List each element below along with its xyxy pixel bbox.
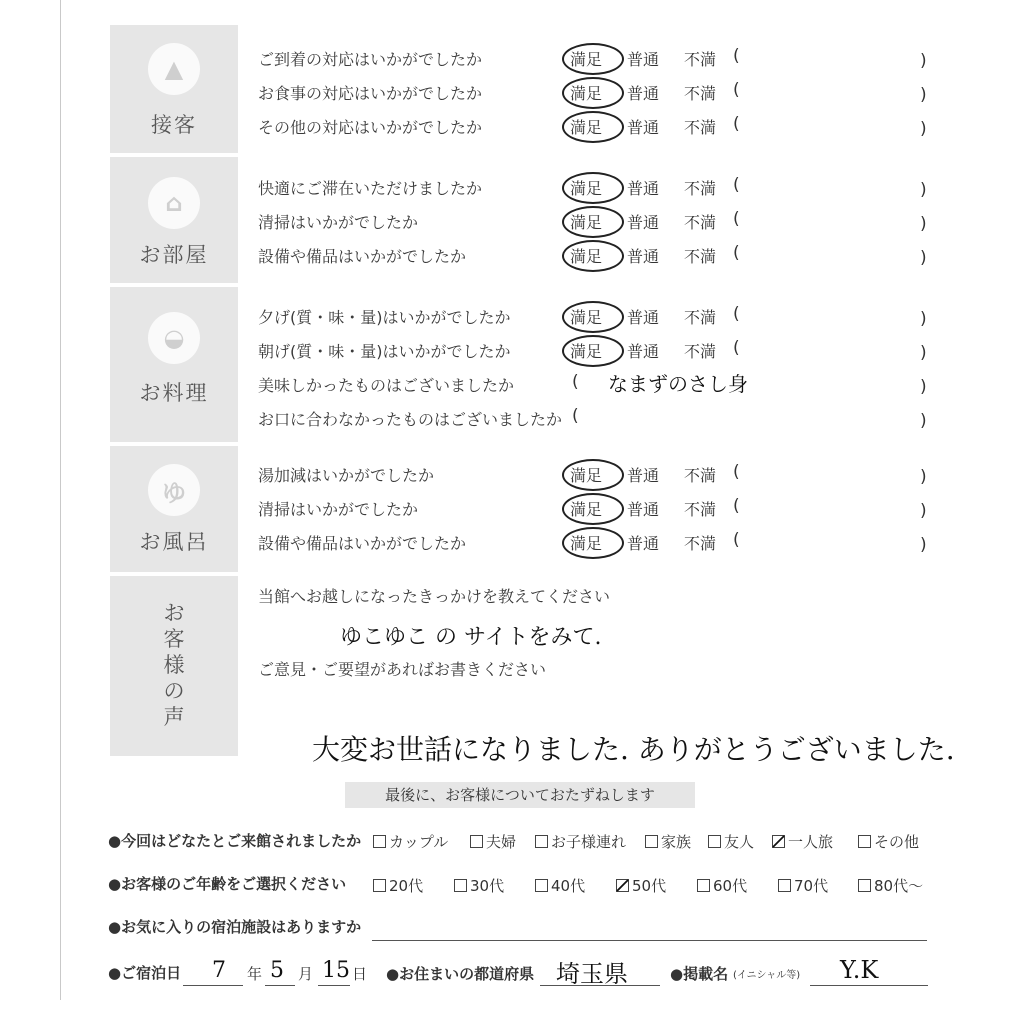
stay-year-unit: 年 xyxy=(247,965,263,983)
section-room-title: お部屋 xyxy=(139,243,209,267)
checkbox-option[interactable] xyxy=(858,831,919,852)
check-mark-icon xyxy=(772,835,785,848)
option-normal[interactable]: 普通 xyxy=(627,534,660,553)
checkbox-label: 夫婦 xyxy=(486,833,517,851)
option-normal[interactable]: 普通 xyxy=(627,247,660,266)
voice-title-char: 客 xyxy=(163,627,185,651)
checkbox-label: 80代〜 xyxy=(874,877,924,895)
voice-question-reason: 当館へお越しになったきっかけを教えてください xyxy=(258,587,611,606)
option-normal[interactable]: 普通 xyxy=(627,213,660,232)
section-voice-title xyxy=(110,600,238,730)
checkbox-option[interactable] xyxy=(858,875,923,896)
option-normal[interactable]: 普通 xyxy=(627,466,660,485)
paren-open: ( xyxy=(733,304,740,324)
question-text: 快適にご滞在いただけましたか xyxy=(258,179,483,198)
section-food-band xyxy=(110,287,238,442)
paren-close: ) xyxy=(920,309,927,329)
companion-label: ●今回はどなたとご来館されましたか xyxy=(108,832,362,850)
option-bad[interactable]: 不満 xyxy=(684,213,717,232)
paren-open: ( xyxy=(733,338,740,358)
checkbox[interactable] xyxy=(535,879,548,892)
checkbox-option[interactable] xyxy=(373,875,423,896)
option-good[interactable]: 満足 xyxy=(570,534,603,553)
option-good[interactable]: 満足 xyxy=(570,118,603,137)
option-good[interactable]: 満足 xyxy=(570,247,603,266)
prefecture-label: ●お住まいの都道府県 xyxy=(386,965,535,983)
option-good[interactable]: 満足 xyxy=(570,500,603,519)
checkbox-option[interactable] xyxy=(454,875,504,896)
question-text: ご到着の対応はいかがでしたか xyxy=(258,50,483,69)
paren-close: ) xyxy=(920,467,927,487)
paren-close: ) xyxy=(920,85,927,105)
paren-open: ( xyxy=(733,209,740,229)
voice-question-comment: ご意見・ご要望があればお書きください xyxy=(258,660,547,679)
question-text: お口に合わなかったものはございましたか xyxy=(258,410,563,429)
option-bad[interactable]: 不満 xyxy=(684,84,717,103)
checkbox[interactable] xyxy=(373,835,386,848)
option-normal[interactable]: 普通 xyxy=(627,500,660,519)
checkbox-label: 20代 xyxy=(389,877,424,895)
paren-open: ( xyxy=(733,530,740,550)
checkbox-label: 一人旅 xyxy=(788,833,834,851)
question-text: 設備や備品はいかがでしたか xyxy=(258,534,467,553)
prefecture-value: 埼玉県 xyxy=(556,960,628,988)
paren-close: ) xyxy=(920,535,927,555)
question-text: お食事の対応はいかがでしたか xyxy=(258,84,483,103)
question-text: その他の対応はいかがでしたか xyxy=(258,118,483,137)
checkbox-label: 友人 xyxy=(724,833,755,851)
section-bath-band xyxy=(110,446,238,572)
initial-label: ●掲載名 xyxy=(670,965,729,983)
option-good[interactable]: 満足 xyxy=(570,50,603,69)
checkbox-label: 50代 xyxy=(632,877,667,895)
stay-year-line xyxy=(183,985,243,986)
question-text: 美味しかったものはございましたか xyxy=(258,376,515,395)
checkbox[interactable] xyxy=(535,835,548,848)
option-normal[interactable]: 普通 xyxy=(627,84,660,103)
checkbox-label: その他 xyxy=(874,833,920,851)
initial-note: (イニシャル等) xyxy=(733,970,801,981)
paren-close: ) xyxy=(920,248,927,268)
stay-day-line xyxy=(318,985,350,986)
paren-open: ( xyxy=(733,114,740,134)
voice-title-char: お xyxy=(163,601,185,625)
hands-icon: ▲ xyxy=(148,43,200,95)
paren-close: ) xyxy=(920,180,927,200)
checkbox[interactable] xyxy=(645,835,658,848)
checkbox-option[interactable] xyxy=(470,831,516,852)
voice-title-char: の xyxy=(163,679,185,703)
paren-open: ( xyxy=(572,406,579,426)
section-bath-title: お風呂 xyxy=(139,530,209,554)
checkbox-option[interactable] xyxy=(708,831,754,852)
stay-month-line xyxy=(265,985,295,986)
checkbox-label: 60代 xyxy=(713,877,748,895)
checkbox-checked[interactable] xyxy=(772,835,785,848)
checkbox-option[interactable] xyxy=(535,875,585,896)
paren-close: ) xyxy=(920,501,927,521)
paren-open: ( xyxy=(733,243,740,263)
voice-title-char: 様 xyxy=(163,653,185,677)
checkbox-option[interactable] xyxy=(373,831,448,852)
voice-title-char: 声 xyxy=(163,705,185,729)
stay-year-value: 7 xyxy=(212,958,226,983)
paren-open: ( xyxy=(733,462,740,482)
paren-open: ( xyxy=(733,46,740,66)
checkbox[interactable] xyxy=(708,835,721,848)
option-good[interactable]: 満足 xyxy=(570,179,603,198)
option-normal[interactable]: 普通 xyxy=(627,118,660,137)
checkbox-label: 40代 xyxy=(551,877,586,895)
voice-answer-reason: ゆこゆこ の サイトをみて. xyxy=(340,625,602,650)
question-text: 設備や備品はいかがでしたか xyxy=(258,247,467,266)
option-good[interactable]: 満足 xyxy=(570,84,603,103)
checkbox[interactable] xyxy=(778,879,791,892)
checkbox-label: 30代 xyxy=(470,877,505,895)
checkbox-option[interactable] xyxy=(697,875,747,896)
question-text: 朝げ(質・味・量)はいかがでしたか xyxy=(258,342,511,361)
option-good[interactable]: 満足 xyxy=(570,466,603,485)
option-normal[interactable]: 普通 xyxy=(627,342,660,361)
paren-close: ) xyxy=(920,377,927,397)
checkbox[interactable] xyxy=(697,879,710,892)
tasty-food-answer: なまずのさし身 xyxy=(608,372,748,396)
question-text: 清掃はいかがでしたか xyxy=(258,213,419,232)
paren-close: ) xyxy=(920,119,927,139)
question-text: 清掃はいかがでしたか xyxy=(258,500,419,519)
option-bad[interactable]: 不満 xyxy=(684,534,717,553)
bowl-icon: ◒ xyxy=(148,312,200,364)
initial-line xyxy=(810,985,928,986)
paren-open: ( xyxy=(733,80,740,100)
option-normal[interactable]: 普通 xyxy=(627,50,660,69)
paren-close: ) xyxy=(920,411,927,431)
section-reception-title: 接客 xyxy=(151,113,197,137)
paren-close: ) xyxy=(920,214,927,234)
checkbox-label: お子様連れ xyxy=(551,833,627,851)
stay-day-value: 15 xyxy=(322,958,350,983)
section-food-title: お料理 xyxy=(139,381,209,405)
option-bad[interactable]: 不満 xyxy=(684,308,717,327)
stay-month-unit: 月 xyxy=(298,965,314,983)
hot-spring-icon: ゆ xyxy=(148,464,200,516)
option-bad[interactable]: 不満 xyxy=(684,342,717,361)
stay-day-unit: 日 xyxy=(352,965,368,983)
checkbox-option[interactable] xyxy=(772,831,833,852)
favorite-label: ●お気に入りの宿泊施設はありますか xyxy=(108,918,362,936)
checkbox[interactable] xyxy=(858,835,871,848)
option-good[interactable]: 満足 xyxy=(570,213,603,232)
checkbox-label: 家族 xyxy=(661,833,692,851)
checkbox-checked[interactable] xyxy=(616,879,629,892)
option-bad[interactable]: 不満 xyxy=(684,50,717,69)
option-bad[interactable]: 不満 xyxy=(684,179,717,198)
question-text: 夕げ(質・味・量)はいかがでしたか xyxy=(258,308,511,327)
checkbox[interactable] xyxy=(373,879,386,892)
checkbox-option[interactable] xyxy=(535,831,626,852)
option-normal[interactable]: 普通 xyxy=(627,308,660,327)
favorite-input-line[interactable] xyxy=(372,940,927,941)
option-good[interactable]: 満足 xyxy=(570,342,603,361)
checkbox[interactable] xyxy=(454,879,467,892)
stay-month-value: 5 xyxy=(270,958,284,983)
check-mark-icon xyxy=(616,879,629,892)
paren-close: ) xyxy=(920,51,927,71)
checkbox-option[interactable] xyxy=(778,875,828,896)
paren-open: ( xyxy=(572,372,579,392)
stay-date-label: ●ご宿泊日 xyxy=(108,964,182,982)
checkbox-label: カップル xyxy=(389,833,449,851)
voice-answer-comment: 大変お世話になりました. ありがとうございました. xyxy=(312,733,955,766)
initial-value: Y.K xyxy=(840,956,879,984)
age-label: ●お客様のご年齢をご選択ください xyxy=(108,875,347,893)
checkbox-label: 70代 xyxy=(794,877,829,895)
question-text: 湯加減はいかがでしたか xyxy=(258,466,435,485)
option-bad[interactable]: 不満 xyxy=(684,466,717,485)
option-bad[interactable]: 不満 xyxy=(684,500,717,519)
form-border xyxy=(60,0,61,1000)
checkbox[interactable] xyxy=(470,835,483,848)
paren-open: ( xyxy=(733,175,740,195)
checkbox-option[interactable] xyxy=(616,875,666,896)
paren-close: ) xyxy=(920,343,927,363)
section-room-band xyxy=(110,157,238,283)
option-bad[interactable]: 不満 xyxy=(684,118,717,137)
option-bad[interactable]: 不満 xyxy=(684,247,717,266)
checkbox[interactable] xyxy=(858,879,871,892)
house-icon: ⌂ xyxy=(148,177,200,229)
final-section-header: 最後に、お客様についておたずねします xyxy=(345,782,695,808)
section-reception-band xyxy=(110,25,238,153)
option-normal[interactable]: 普通 xyxy=(627,179,660,198)
option-good[interactable]: 満足 xyxy=(570,308,603,327)
paren-open: ( xyxy=(733,496,740,516)
checkbox-option[interactable] xyxy=(645,831,691,852)
